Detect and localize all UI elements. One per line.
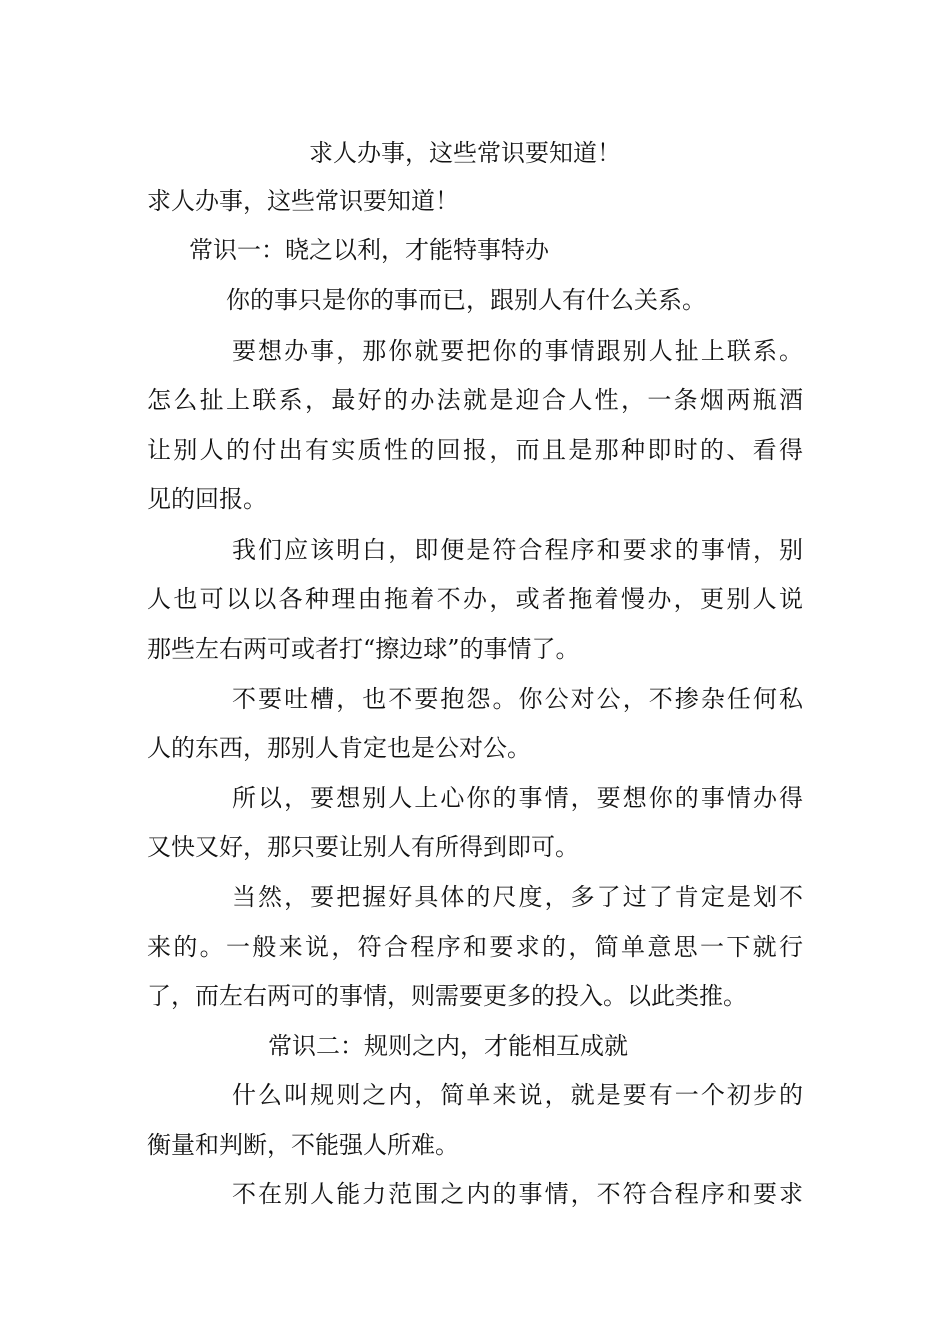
paragraph-line: 什么叫规则之内，简单来说，就是要有一个初步的 — [232, 1081, 803, 1109]
paragraph-line: 人也可以以各种理由拖着不办，或者拖着慢办，更别人说 — [147, 585, 803, 613]
document-title: 求人办事，这些常识要知道！ — [309, 139, 621, 167]
paragraph-line: 所以，要想别人上心你的事情，要想你的事情办得 — [232, 784, 803, 812]
paragraph-line: 要想办事，那你就要把你的事情跟别人扯上联系。 — [232, 337, 803, 365]
section-heading-2: 常识二：规则之内，才能相互成就 — [268, 1032, 628, 1060]
paragraph-line: 让别人的付出有实质性的回报，而且是那种即时的、看得 — [147, 436, 803, 464]
paragraph-line: 我们应该明白，即便是符合程序和要求的事情，别 — [232, 536, 803, 564]
paragraph-line: 怎么扯上联系，最好的办法就是迎合人性，一条烟两瓶酒 — [147, 386, 803, 414]
paragraph-line: 当然，要把握好具体的尺度，多了过了肯定是划不 — [232, 883, 803, 911]
paragraph-line: 见的回报。 — [147, 485, 267, 513]
paragraph-line: 了，而左右两可的事情，则需要更多的投入。以此类推。 — [147, 982, 747, 1010]
paragraph-line: 又快又好，那只要让别人有所得到即可。 — [147, 833, 579, 861]
document-subtitle: 求人办事，这些常识要知道！ — [147, 187, 459, 215]
paragraph-line: 不要吐槽，也不要抱怨。你公对公，不掺杂任何私 — [232, 685, 803, 713]
paragraph-line: 不在别人能力范围之内的事情，不符合程序和要求 — [232, 1180, 803, 1208]
paragraph-line: 来的。一般来说，符合程序和要求的，简单意思一下就行 — [147, 933, 803, 961]
paragraph-line: 你的事只是你的事而已，跟别人有什么关系。 — [226, 286, 706, 314]
paragraph-line: 那些左右两可或者打“擦边球”的事情了。 — [147, 635, 580, 663]
paragraph-line: 衡量和判断，不能强人所难。 — [147, 1131, 459, 1159]
section-heading-1: 常识一：晓之以利，才能特事特办 — [189, 236, 549, 264]
paragraph-line: 人的东西，那别人肯定也是公对公。 — [147, 734, 531, 762]
